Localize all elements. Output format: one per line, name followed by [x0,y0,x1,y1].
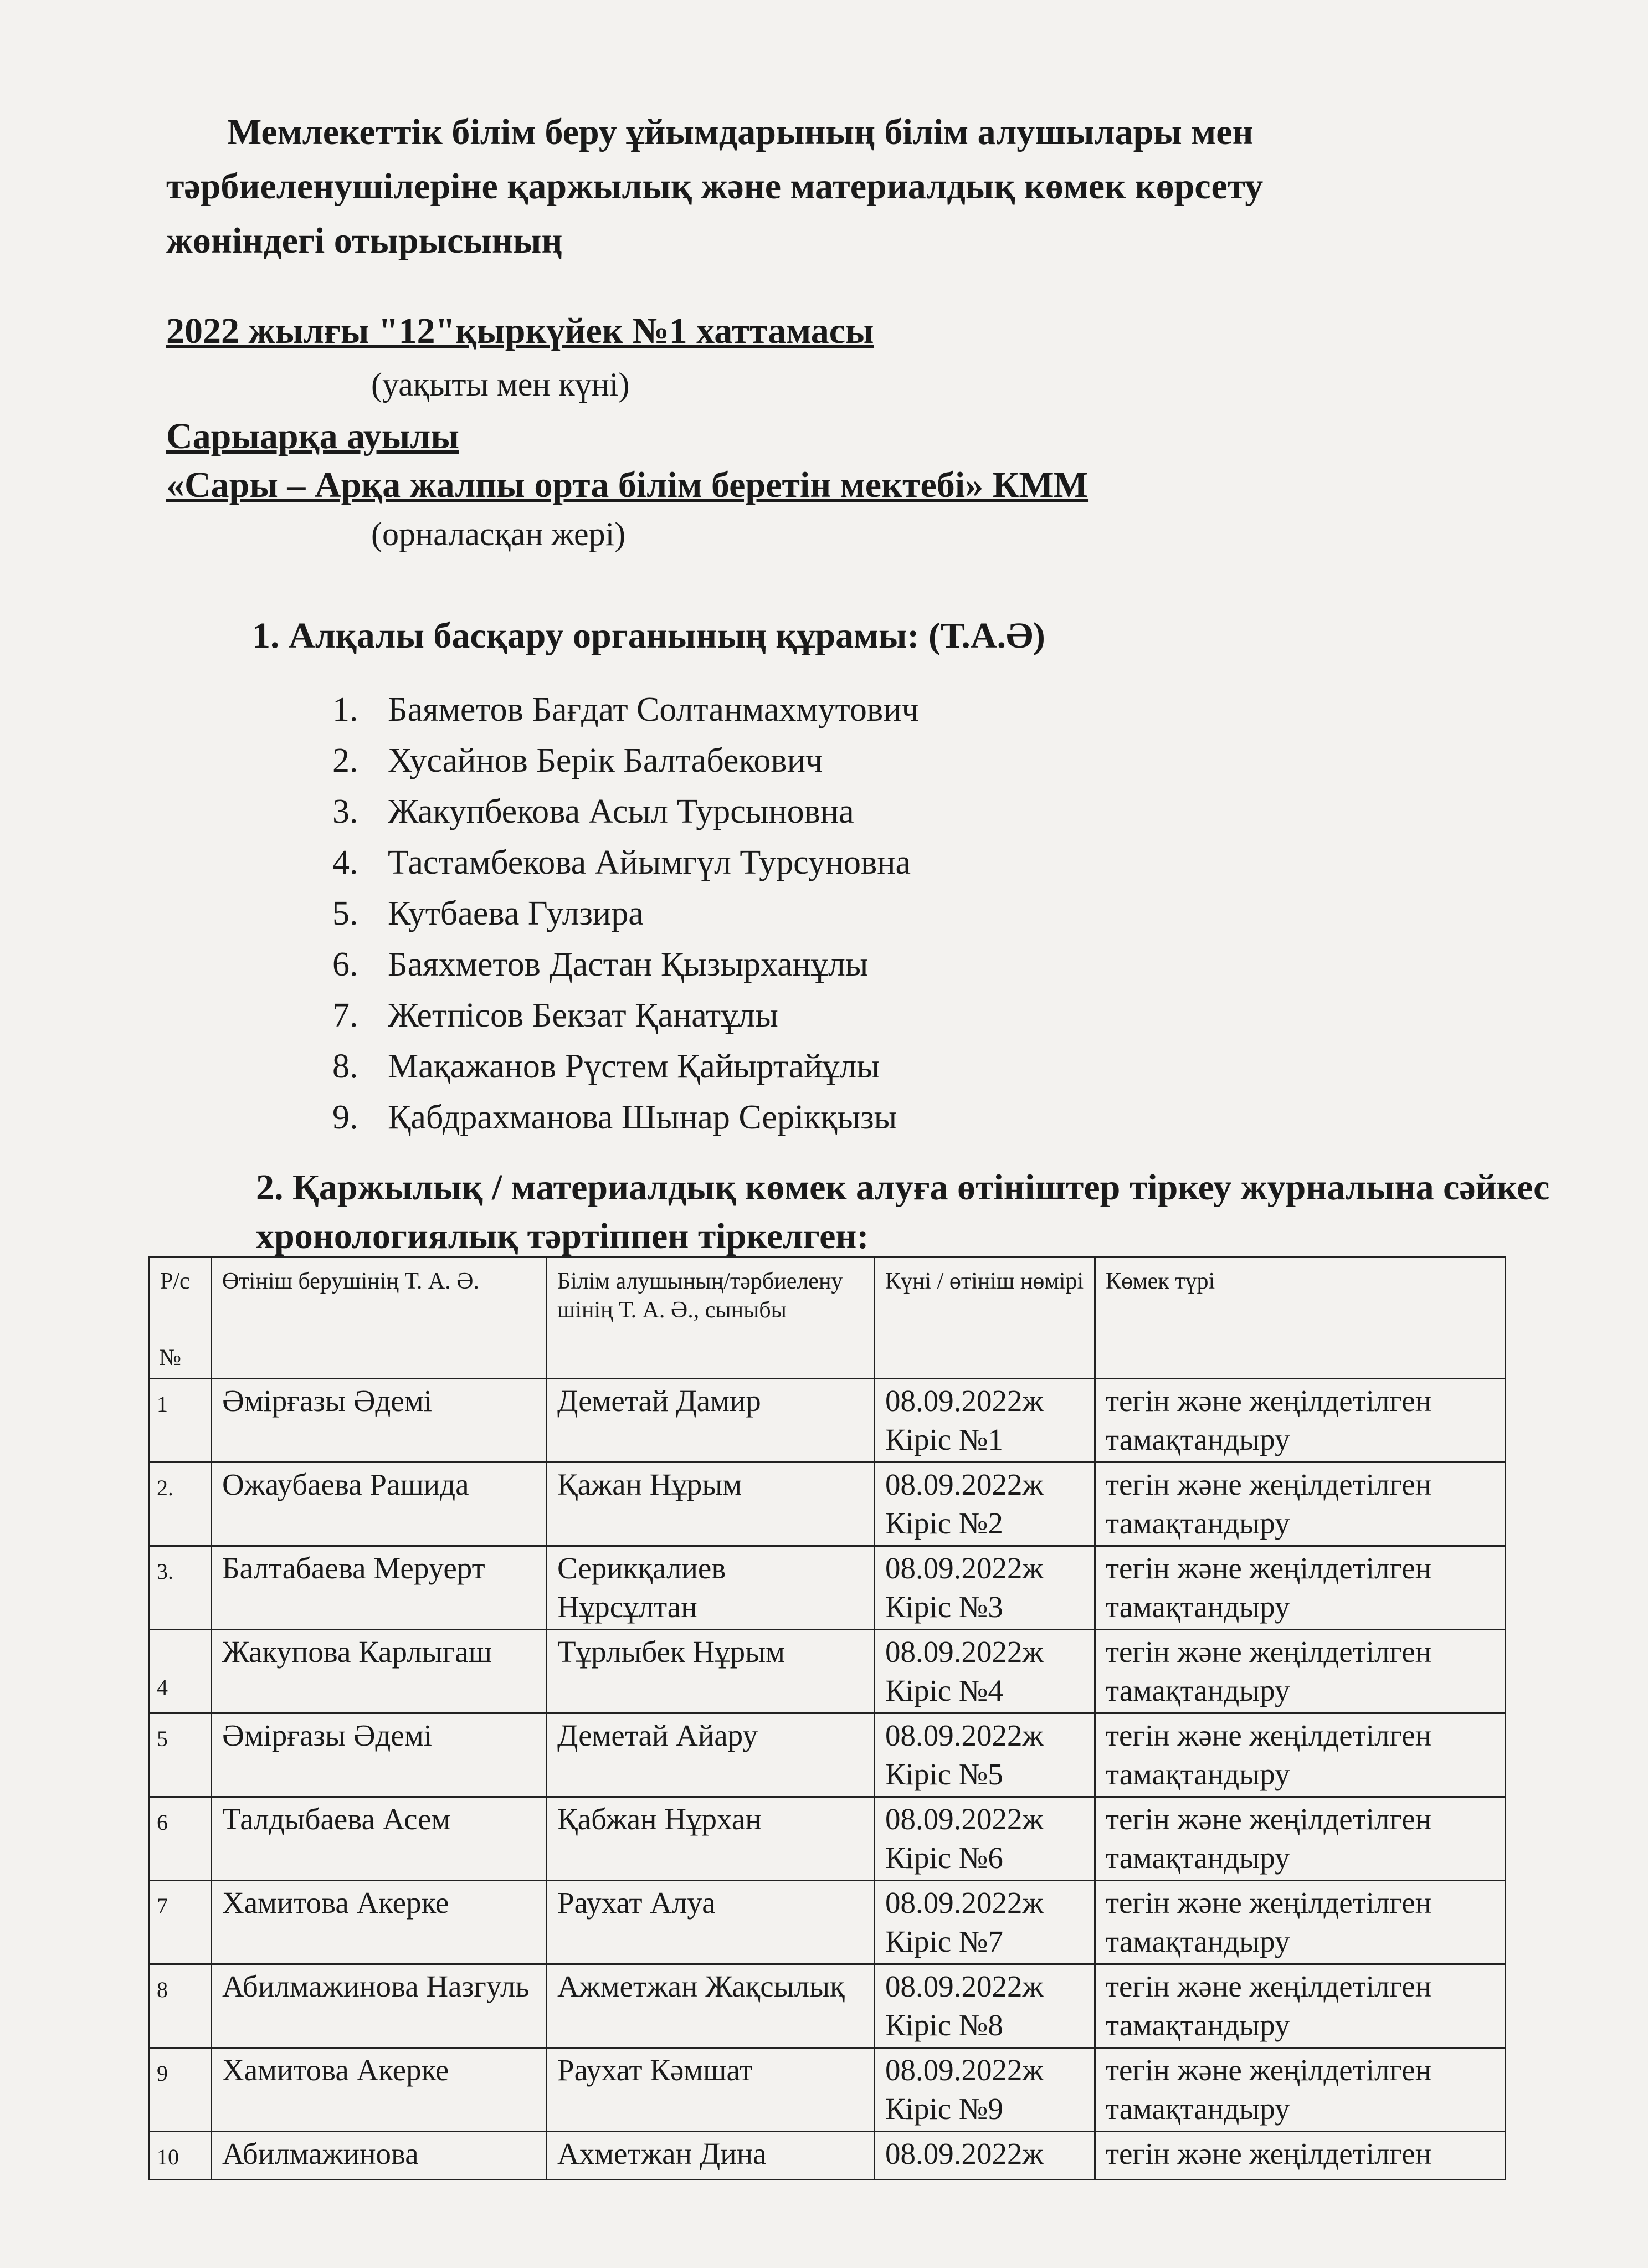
row-aid: тегін және жеңілдетілген тамақтандыру [1095,1797,1506,1881]
row-applicant: Абилмажинова [212,2132,547,2180]
member-name: Қабдрахманова Шынар Серікқызы [388,1099,897,1136]
table-row [150,1713,1506,1797]
table-row [150,1379,1506,1463]
member-name: Хусайнов Берік Балтабекович [388,742,823,779]
row-student: Деметай Дамир [547,1379,875,1463]
row-no: 2. [150,1463,212,1546]
table-row [150,1463,1506,1546]
row-no: 8 [150,1964,212,2048]
row-applicant: Хамитова Акерке [212,1881,547,1964]
member-name: Мақажанов Рүстем Қайыртайұлы [388,1048,880,1085]
member-item: 9. Қабдрахманова Шынар Серікқызы [332,1099,897,1136]
row-date: 08.09.2022ж Кіріс №8 [875,1964,1095,2048]
row-student: Тұрлыбек Нұрым [547,1630,875,1713]
table-row [150,1630,1506,1713]
row-aid: тегін және жеңілдетілген тамақтандыру [1095,1713,1506,1797]
row-applicant: Әмірғазы Әдемі [212,1713,547,1797]
member-name: Баяметов Бағдат Солтанмахмутович [388,691,919,728]
member-name: Кутбаева Гулзира [388,895,644,932]
header-aid: Көмек түрі [1095,1258,1506,1379]
row-no: 6 [150,1797,212,1881]
row-student: Деметай Айару [547,1713,875,1797]
place-line-village: Сарыарқа ауылы [166,416,459,456]
row-aid: тегін және жеңілдетілген тамақтандыру [1095,1379,1506,1463]
members-list [332,684,919,1143]
row-date: 08.09.2022ж [875,2132,1095,2180]
member-item: 6. Баяхметов Дастан Қызырханұлы [332,946,869,983]
member-item: 1. Баяметов Бағдат Солтанмахмутович [332,691,919,728]
row-applicant: Хамитова Акерке [212,2048,547,2132]
row-student: Ажметжан Жақсылық [547,1964,875,2048]
header-date: Күні / өтініш нөмірі [875,1258,1095,1379]
applications-table [148,1256,1506,2180]
row-no: 7 [150,1881,212,1964]
place-caption: (орналасқан жері) [371,516,626,552]
date-caption: (уақыты мен күні) [371,366,630,403]
row-date: 08.09.2022ж Кіріс №1 [875,1379,1095,1463]
table-row [150,1797,1506,1881]
row-aid: тегін және жеңілдетілген тамақтандыру [1095,1964,1506,2048]
row-no: 10 [150,2132,212,2180]
member-item: 8. Мақажанов Рүстем Қайыртайұлы [332,1048,880,1085]
section2-title: 2. Қаржылық / материалдық көмек алуға өтініштер тіркеу журналына сәйкес хронологиялық тәртіппен тіркелген: [256,1167,1550,1256]
member-name: Жетпісов Бекзат Қанатұлы [388,997,778,1034]
member-name: Баяхметов Дастан Қызырханұлы [388,946,869,983]
section1-title: 1. Алқалы басқару органының құрамы: (Т.А.Ә) [252,615,1045,656]
row-applicant: Жакупова Карлыгаш [212,1630,547,1713]
row-student: Ахметжан Дина [547,2132,875,2180]
table-header-row [150,1258,1506,1379]
member-item: 3. Жакупбекова Асыл Турсыновна [332,793,854,830]
member-name: Жакупбекова Асыл Турсыновна [388,793,854,830]
row-no: 9 [150,2048,212,2132]
row-no: 5 [150,1713,212,1797]
row-date: 08.09.2022ж Кіріс №3 [875,1546,1095,1630]
row-applicant: Ожаубаева Рашида [212,1463,547,1546]
member-item: 2. Хусайнов Берік Балтабекович [332,742,823,779]
row-applicant: Талдыбаева Асем [212,1797,547,1881]
protocol-line: 2022 жылғы "12"қыркүйек №1 хаттамасы [166,311,874,351]
member-item: 7. Жетпісов Бекзат Қанатұлы [332,997,778,1034]
row-date: 08.09.2022ж Кіріс №7 [875,1881,1095,1964]
row-no: 1 [150,1379,212,1463]
member-item: 5. Кутбаева Гулзира [332,895,644,932]
row-date: 08.09.2022ж Кіріс №2 [875,1463,1095,1546]
header-no: Р/с № [150,1258,212,1379]
document-title: Мемлекеттік білім беру ұйымдарының білім алушылары мен тәрбиеленушілеріне қаржылық және материалдық көмек көрсету жөніндегі отырысының [166,112,1264,261]
row-applicant: Абилмажинова Назгуль [212,1964,547,2048]
row-applicant: Балтабаева Меруерт [212,1546,547,1630]
row-aid: тегін және жеңілдетілген тамақтандыру [1095,1546,1506,1630]
row-student: Қажан Нұрым [547,1463,875,1546]
table-row [150,2048,1506,2132]
row-student: Раухат Алуа [547,1881,875,1964]
place-line-school: «Сары – Арқа жалпы орта білім беретін мектебі» КММ [166,465,1089,505]
row-student: Раухат Кәмшат [547,2048,875,2132]
member-item: 4. Тастамбекова Айымгүл Турсуновна [332,844,911,881]
row-student: Қабжан Нұрхан [547,1797,875,1881]
table-row [150,2132,1506,2180]
header-no-symbol: № [159,1345,182,1371]
row-aid: тегін және жеңілдетілген тамақтандыру [1095,1463,1506,1546]
row-date: 08.09.2022ж Кіріс №9 [875,2048,1095,2132]
row-no: 4 [150,1630,212,1713]
row-applicant: Әмірғазы Әдемі [212,1379,547,1463]
table-row [150,1546,1506,1630]
header-student: Білім алушының/тәрбиелену шінің Т. А. Ә., сыныбы [547,1258,875,1379]
row-student: Серикқалиев Нұрсұлтан [547,1546,875,1630]
row-aid: тегін және жеңілдетілген тамақтандыру [1095,1630,1506,1713]
row-aid: тегін және жеңілдетілген тамақтандыру [1095,1881,1506,1964]
member-name: Тастамбекова Айымгүл Турсуновна [388,844,911,881]
table-row [150,1881,1506,1964]
row-date: 08.09.2022ж Кіріс №5 [875,1713,1095,1797]
row-aid: тегін және жеңілдетілген [1095,2132,1506,2180]
row-date: 08.09.2022ж Кіріс №6 [875,1797,1095,1881]
row-aid: тегін және жеңілдетілген тамақтандыру [1095,2048,1506,2132]
header-applicant: Өтініш берушінің Т. А. Ә. [212,1258,547,1379]
row-date: 08.09.2022ж Кіріс №4 [875,1630,1095,1713]
table-row [150,1964,1506,2048]
row-no: 3. [150,1546,212,1630]
